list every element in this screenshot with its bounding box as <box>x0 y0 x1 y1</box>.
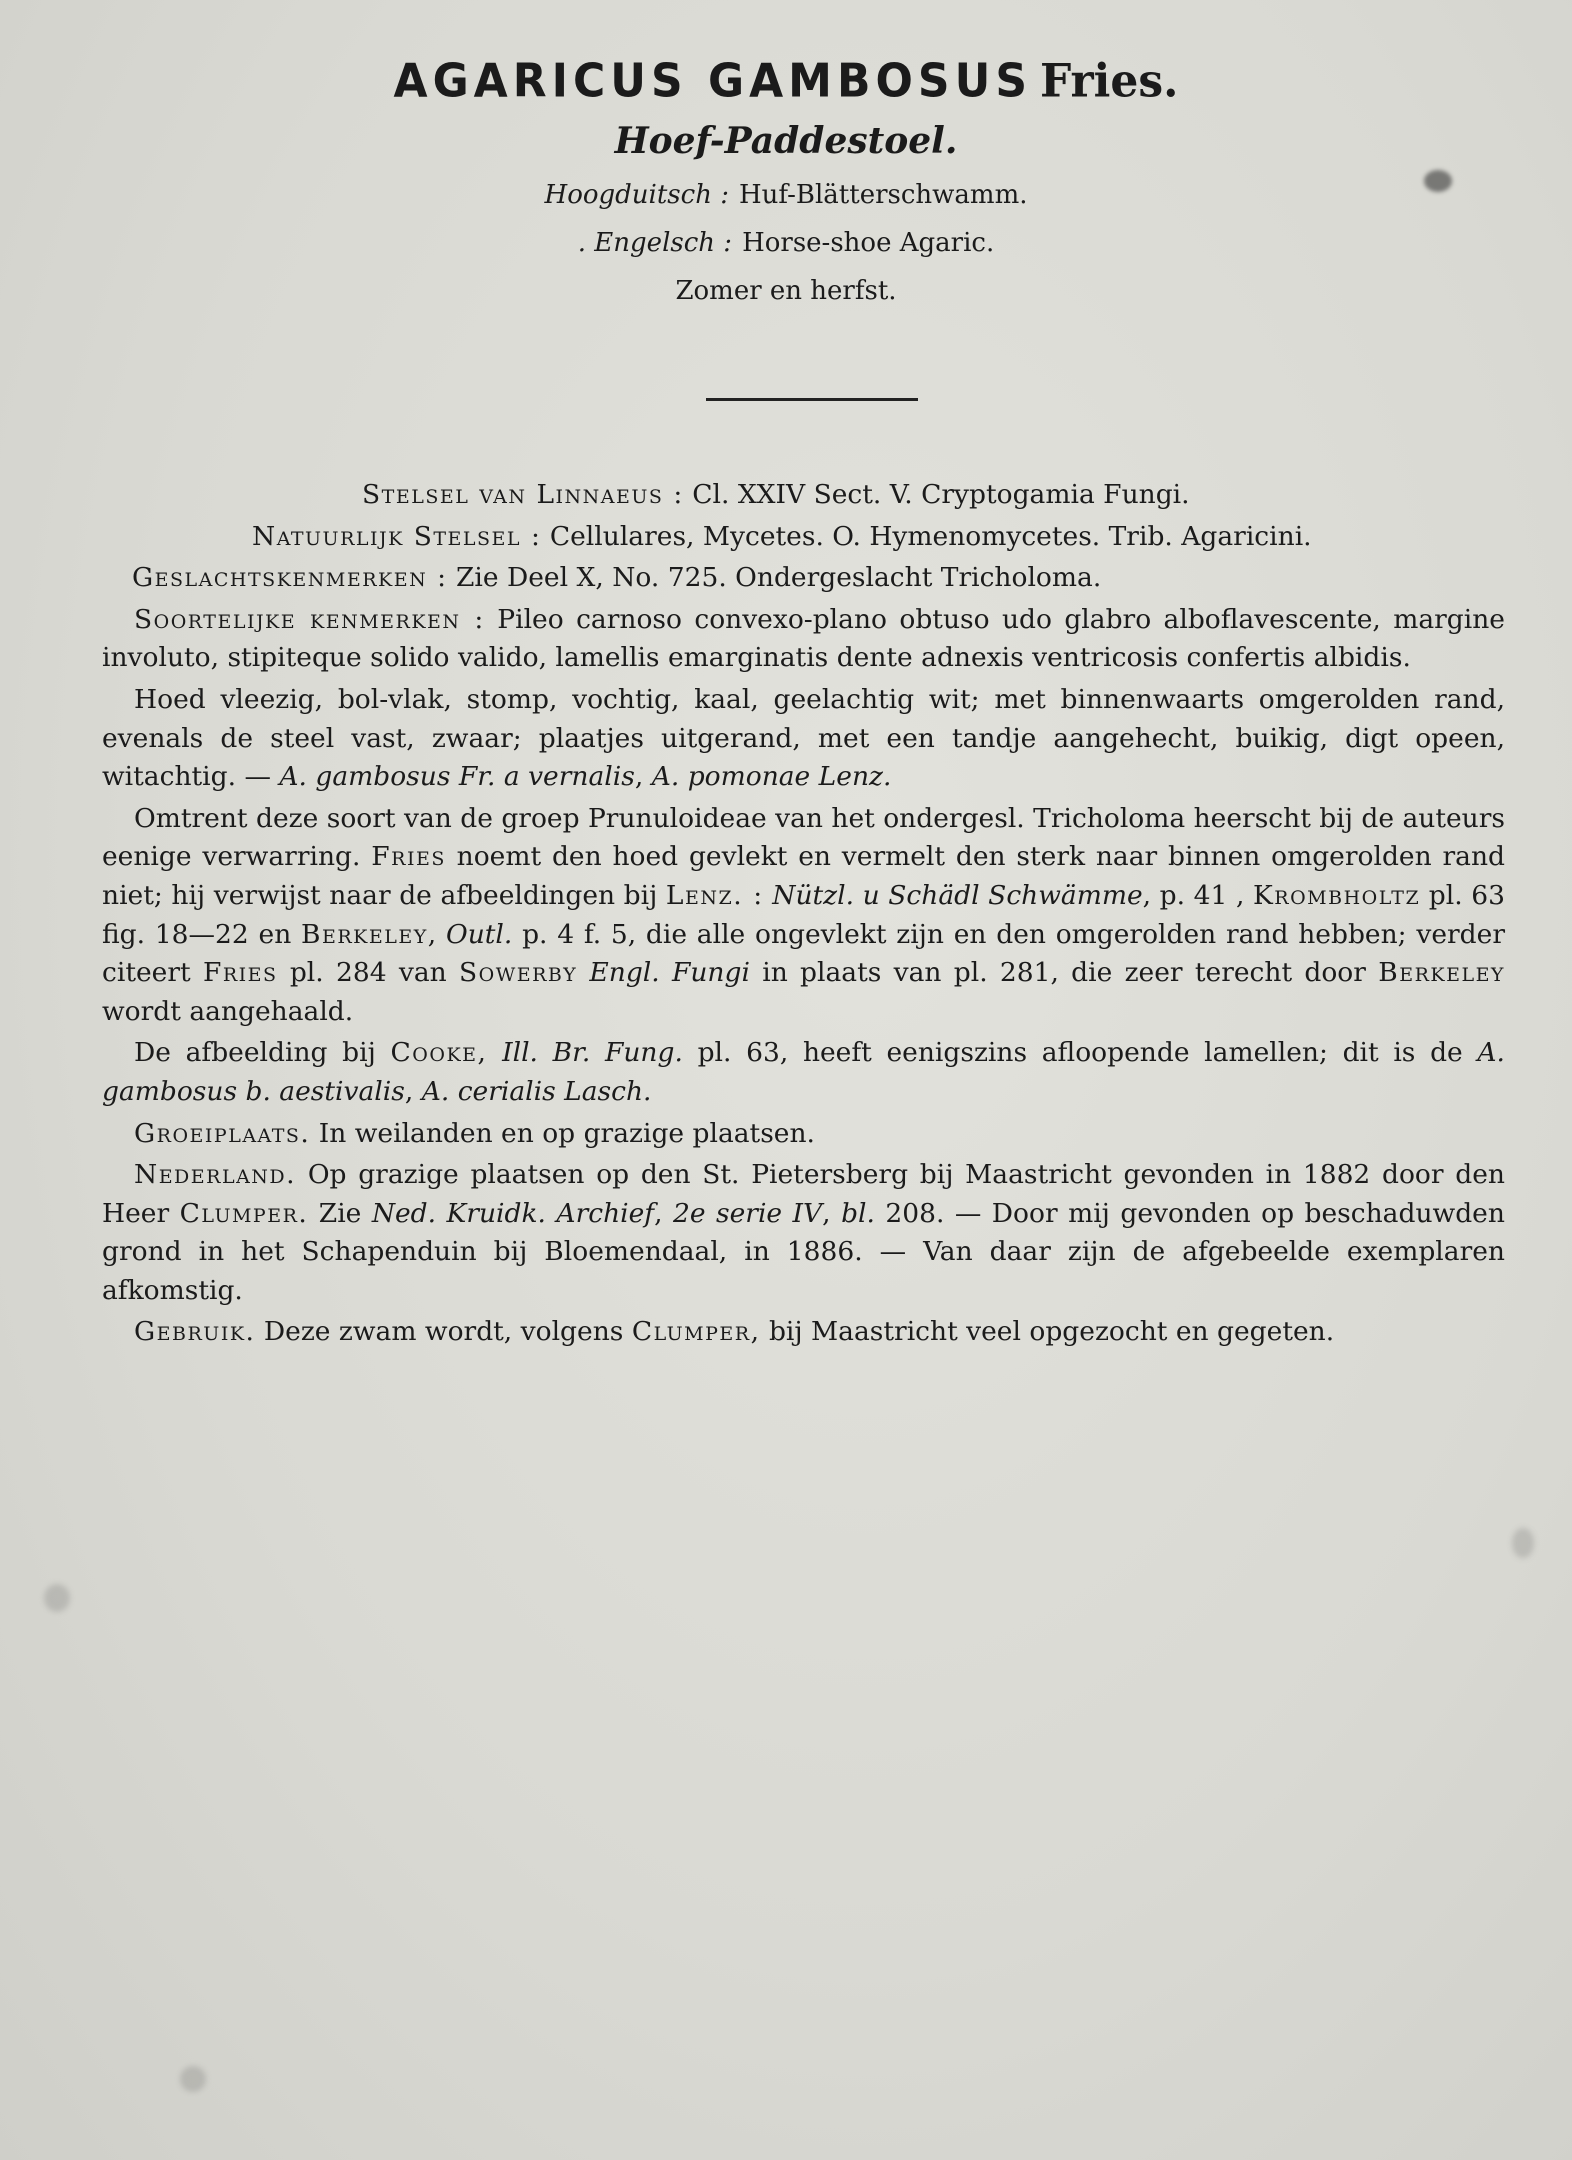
afbeelding-text: De afbeelding bij <box>134 1037 376 1069</box>
groeiplaats-text: In weilanden en op grazige plaatsen. <box>318 1117 815 1149</box>
omtrent-text: pl. 284 van <box>289 957 447 989</box>
german-name-line <box>0 180 1572 210</box>
species-name: AGARICUS GAMBOSUS <box>393 54 1033 109</box>
geslacht-text: Zie Deel X, No. 725. Ondergeslacht Tricholoma. <box>456 562 1102 594</box>
omtrent-text: p. 4 f. 5, die alle ongevlekt zijn en den omgerolden rand hebben; verder citeert <box>102 918 1505 989</box>
author-fries: Fries <box>371 841 446 873</box>
natuurlijk-paragraph <box>102 518 1505 557</box>
german-label: Hoogduitsch : <box>544 180 729 210</box>
groeiplaats-paragraph <box>102 1115 1505 1154</box>
hoed-synonym-1: A. gambosus Fr. a vernalis <box>279 761 635 793</box>
gebruik-text: Deze zwam wordt, volgens <box>263 1316 624 1348</box>
hoed-synonym-2: A. pomonae Lenz. <box>651 761 892 793</box>
geslacht-label: Geslachtskenmerken : <box>132 562 448 594</box>
hoed-text: Hoed vleezig, bol-vlak, stomp, vochtig, kaal, geelachtig wit; met binnenwaarts omgerolden rand, evenals de steel vast, zwaar; plaatjes uitgerand, met een tandje aangehecht, buikig, digt opeen, witachtig. — <box>102 683 1505 793</box>
dutch-name: Hoef-Paddestoel. <box>614 120 958 162</box>
separator: , <box>404 1075 414 1107</box>
species-author: Fries. <box>1040 54 1179 109</box>
separator: , <box>634 761 644 793</box>
omtrent-text: Omtrent deze soort van de groep Prunuloideae van het ondergesl. Tricholoma heerscht bij de auteurs eenige verwarring. <box>102 802 1505 873</box>
linnaeus-text: Cl. XXIV Sect. V. Cryptogamia Fungi. <box>692 479 1190 510</box>
soort-text: Pileo carnoso convexo-plano obtuso udo glabro alboflavescente, margine involuto, stipiteque solido valido, lamellis emarginatis dente adnexis ventricosis confertis albidis. <box>102 603 1505 674</box>
separator: , <box>654 1197 663 1229</box>
author-fries: Fries <box>202 957 278 989</box>
nederland-text: Op grazige plaatsen op den St. Pietersberg bij Maastricht gevonden in 1882 door den Heer <box>102 1159 1505 1229</box>
natuurlijk-label: Natuurlijk Stelsel : <box>252 520 542 552</box>
author-sowerby: Sowerby <box>459 957 578 989</box>
author-berkeley: Berkeley <box>1378 957 1505 989</box>
work-series: 2e serie IV <box>673 1197 823 1229</box>
omtrent-text: noemt den hoed gevlekt en vermelt den sterk naar binnen omgerolden rand niet; hij verwijst naar de afbeeldingen bij <box>102 841 1505 911</box>
synonym: A. gambosus b. aestivalis <box>102 1037 1505 1107</box>
english-name: Horse-shoe Agaric. <box>742 228 995 258</box>
author-krombholtz: Krombholtz <box>1252 879 1421 911</box>
season: Zomer en herfst. <box>675 276 897 306</box>
german-name: Huf-Blätterschwamm. <box>738 180 1028 210</box>
gebruik-paragraph <box>102 1313 1505 1352</box>
work-title: Ned. Kruidk. Archief <box>371 1197 655 1229</box>
description-body <box>102 476 1505 1355</box>
omtrent-text: pl. 63 fig. 18—22 en <box>102 879 1505 950</box>
work-title: Outl. <box>445 918 513 950</box>
hoed-paragraph <box>102 681 1505 797</box>
omtrent-text: , p. 41 , <box>1142 879 1245 911</box>
author-clumper: Clumper, <box>631 1316 761 1348</box>
gebruik-label: Gebruik. <box>134 1316 256 1348</box>
linnaeus-paragraph <box>102 476 1505 515</box>
work-title: Ill. Br. Fung. <box>502 1037 683 1069</box>
nederland-text: 208. — Door mij gevonden op beschaduwden grond in het Schapenduin bij Bloemendaal, in 1886. — Van daar zijn de afgebeelde exemplaren afkomstig. <box>102 1197 1505 1306</box>
groeiplaats-label: Groeiplaats. <box>134 1117 311 1149</box>
linnaeus-label: Stelsel van Linnaeus : <box>362 479 684 510</box>
author-clumper: Clumper. <box>179 1197 309 1229</box>
omtrent-paragraph <box>102 800 1505 1032</box>
omtrent-text: wordt aangehaald. <box>102 995 354 1027</box>
author-cooke: Cooke, <box>390 1037 488 1069</box>
page-abbrev: bl. <box>841 1197 875 1229</box>
author-lenz: Lenz. : <box>665 879 764 911</box>
afbeelding-paragraph <box>102 1034 1505 1111</box>
foxing-spot <box>44 1584 70 1612</box>
separator: , <box>427 918 437 950</box>
foxing-spot <box>1512 1528 1534 1558</box>
natuurlijk-text: Cellulares, Mycetes. O. Hymenomycetes. Trib. Agaricini. <box>549 520 1312 552</box>
nederland-text: Zie <box>318 1197 362 1229</box>
author-berkeley: Berkeley <box>301 918 428 950</box>
omtrent-text: in plaats van pl. 281, die zeer terecht door <box>762 957 1366 989</box>
nederland-paragraph <box>102 1156 1505 1310</box>
work-title: Nützl. u Schädl Schwämme <box>772 879 1143 911</box>
work-title: Engl. Fungi <box>589 957 750 989</box>
english-label: . Engelsch : <box>577 228 733 258</box>
geslacht-paragraph <box>102 559 1505 598</box>
afbeelding-text: pl. 63, heeft eenigszins afloopende lamellen; dit is de <box>697 1037 1463 1069</box>
separator: , <box>822 1197 831 1229</box>
page-title <box>0 55 1572 109</box>
soort-paragraph <box>102 601 1505 678</box>
foxing-spot <box>180 2066 206 2092</box>
soort-label: Soortelijke kenmerken : <box>134 603 485 635</box>
nederland-label: Nederland. <box>134 1159 297 1191</box>
gebruik-text: bij Maastricht veel opgezocht en gegeten. <box>768 1316 1335 1348</box>
english-name-line <box>0 228 1572 258</box>
divider <box>706 398 918 401</box>
synonym: A. cerialis Lasch. <box>421 1075 652 1107</box>
